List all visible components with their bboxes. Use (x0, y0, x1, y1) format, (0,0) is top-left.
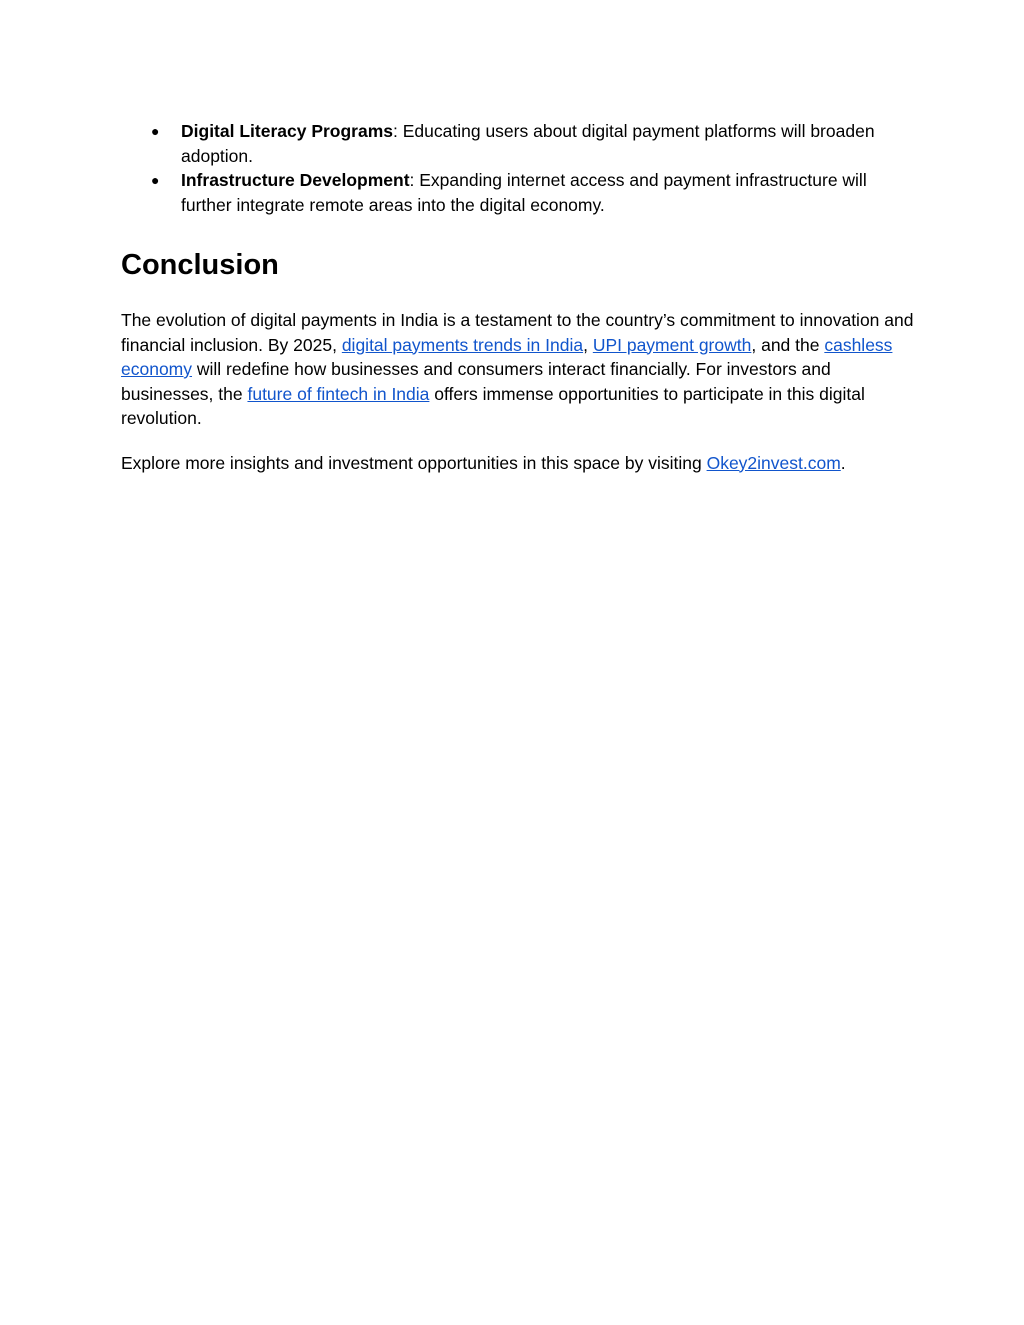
paragraph-text: Explore more insights and investment opportunities in this space by visiting (121, 452, 707, 473)
bullet-text: : Expanding internet access and payment infrastructure will further integrate remote areas into the digital economy. (181, 170, 867, 215)
list-item (121, 168, 921, 217)
link-digital-payments-trends[interactable]: digital payments trends in India (341, 334, 584, 355)
bullet-title: Digital Literacy Programs (181, 121, 394, 141)
link-okey2invest[interactable]: Okey2invest.com (706, 452, 841, 473)
link-future-of-fintech[interactable]: future of fintech in India (247, 383, 430, 404)
bullet-title: Infrastructure Development (181, 170, 410, 190)
link-cashless-economy[interactable]: cashless economy (121, 334, 893, 379)
paragraph-text: , and the (751, 334, 825, 355)
paragraph-text: The evolution of digital payments in India is a testament to the country’s commitment to innovation and financial inclusion. By 2025, (121, 310, 914, 355)
paragraph-text: will redefine how businesses and consumers interact financially. For investors and businesses, the (121, 359, 831, 404)
paragraph-text: offers immense opportunities to participate in this digital revolution. (121, 383, 865, 428)
paragraph-text: , (583, 334, 593, 355)
conclusion-paragraph (121, 308, 921, 431)
explore-paragraph (121, 451, 921, 476)
bullet-list (121, 119, 921, 217)
list-item (121, 119, 921, 168)
document-content (121, 119, 921, 475)
bullet-icon: ● (151, 123, 160, 139)
bullet-icon: ● (151, 172, 160, 188)
link-upi-payment-growth[interactable]: UPI payment growth (592, 334, 752, 355)
bullet-text: : Educating users about digital payment platforms will broaden adoption. (181, 121, 875, 166)
paragraph-text: . (840, 452, 846, 473)
section-heading-conclusion: Conclusion (121, 249, 279, 281)
